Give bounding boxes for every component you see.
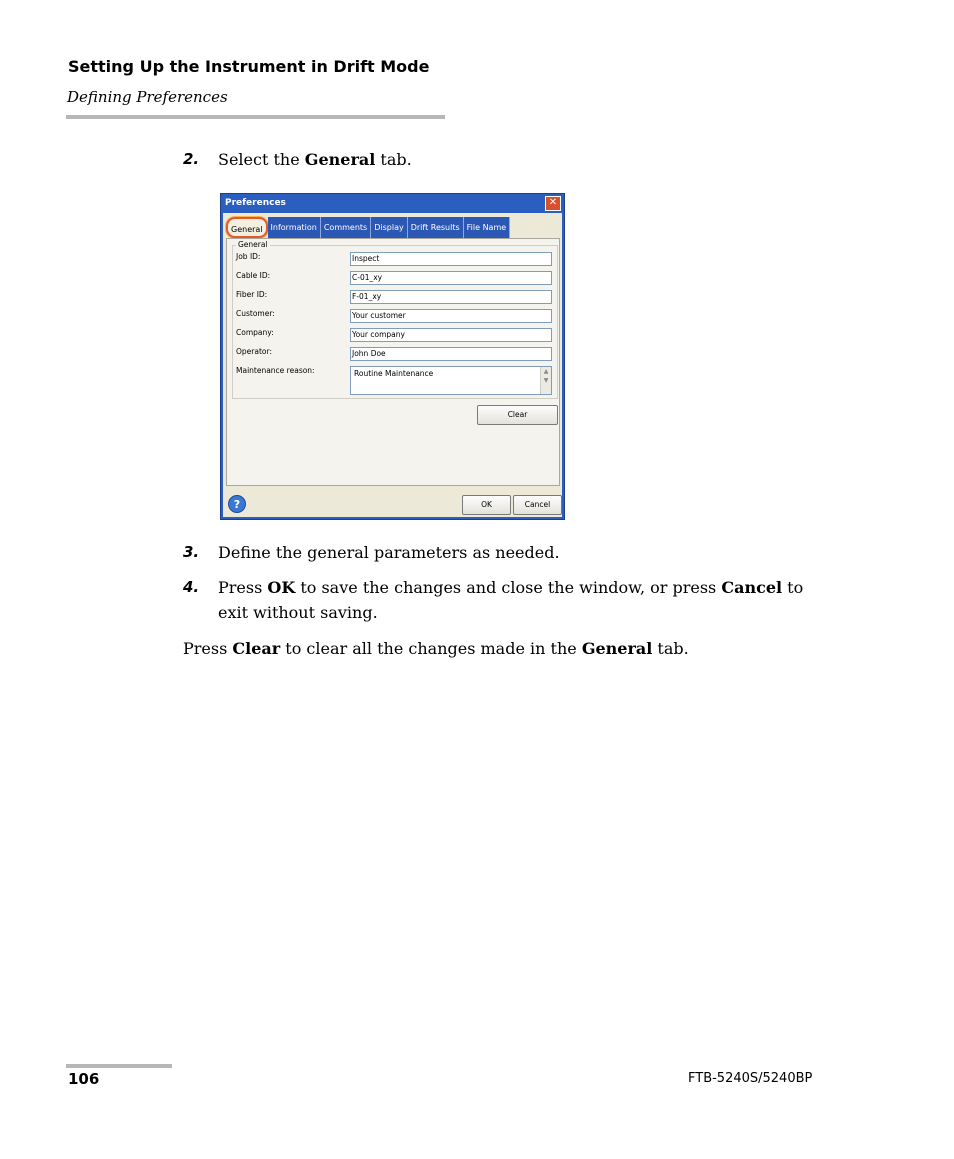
- ok-button[interactable]: OK: [462, 495, 511, 515]
- customer-label: Customer:: [236, 309, 275, 318]
- company-label: Company:: [236, 328, 274, 337]
- fiber-id-field[interactable]: F-01_xy: [350, 290, 552, 304]
- cancel-button[interactable]: Cancel: [513, 495, 562, 515]
- textarea-scrollbar[interactable]: ▲ ▼: [540, 367, 551, 394]
- customer-field[interactable]: Your customer: [350, 309, 552, 323]
- maintenance-reason-label: Maintenance reason:: [236, 366, 315, 375]
- tab-display[interactable]: Display: [371, 217, 408, 238]
- tab-drift-results[interactable]: Drift Results: [408, 217, 464, 238]
- footer-rule: [66, 1064, 172, 1068]
- close-icon[interactable]: ✕: [545, 196, 561, 211]
- page-number: 106: [68, 1070, 100, 1088]
- page-header-subtitle: Defining Preferences: [67, 88, 228, 106]
- product-model: FTB-5240S/5240BP: [688, 1071, 813, 1086]
- group-label: General: [238, 240, 268, 249]
- tab-information[interactable]: Information: [268, 217, 321, 238]
- step-number: 4.: [183, 578, 200, 596]
- operator-field[interactable]: John Doe: [350, 347, 552, 361]
- cable-id-field[interactable]: C-01_xy: [350, 271, 552, 285]
- tab-file-name[interactable]: File Name: [464, 217, 511, 238]
- clear-button[interactable]: Clear: [477, 405, 558, 425]
- tab-bar: [226, 217, 510, 238]
- operator-label: Operator:: [236, 347, 272, 356]
- maintenance-reason-field[interactable]: [350, 366, 552, 395]
- company-field[interactable]: Your company: [350, 328, 552, 342]
- step-text: Define the general parameters as needed.: [218, 543, 560, 562]
- job-id-label: Job ID:: [236, 252, 261, 261]
- page-header-title: Setting Up the Instrument in Drift Mode: [68, 57, 430, 76]
- step-text: Press OK to save the changes and close the window, or press Cancel to exit without saving.: [218, 578, 804, 622]
- step-number: 2.: [183, 150, 200, 168]
- general-panel: [226, 238, 560, 486]
- tab-comments[interactable]: Comments: [321, 217, 371, 238]
- help-icon[interactable]: ?: [228, 495, 246, 513]
- note-text: Press Clear to clear all the changes made in the General tab.: [183, 639, 689, 658]
- fiber-id-label: Fiber ID:: [236, 290, 268, 299]
- general-group: [232, 240, 558, 399]
- dialog-title: Preferences: [225, 198, 286, 208]
- preferences-dialog: [220, 193, 565, 520]
- job-id-field[interactable]: Inspect: [350, 252, 552, 266]
- step-number: 3.: [183, 543, 200, 561]
- maintenance-reason-value: Routine Maintenance: [354, 369, 434, 378]
- step-text: Select the General tab.: [218, 150, 412, 169]
- cable-id-label: Cable ID:: [236, 271, 271, 280]
- header-rule: [66, 115, 445, 119]
- dialog-body: [223, 213, 562, 517]
- tab-general[interactable]: General: [226, 217, 268, 238]
